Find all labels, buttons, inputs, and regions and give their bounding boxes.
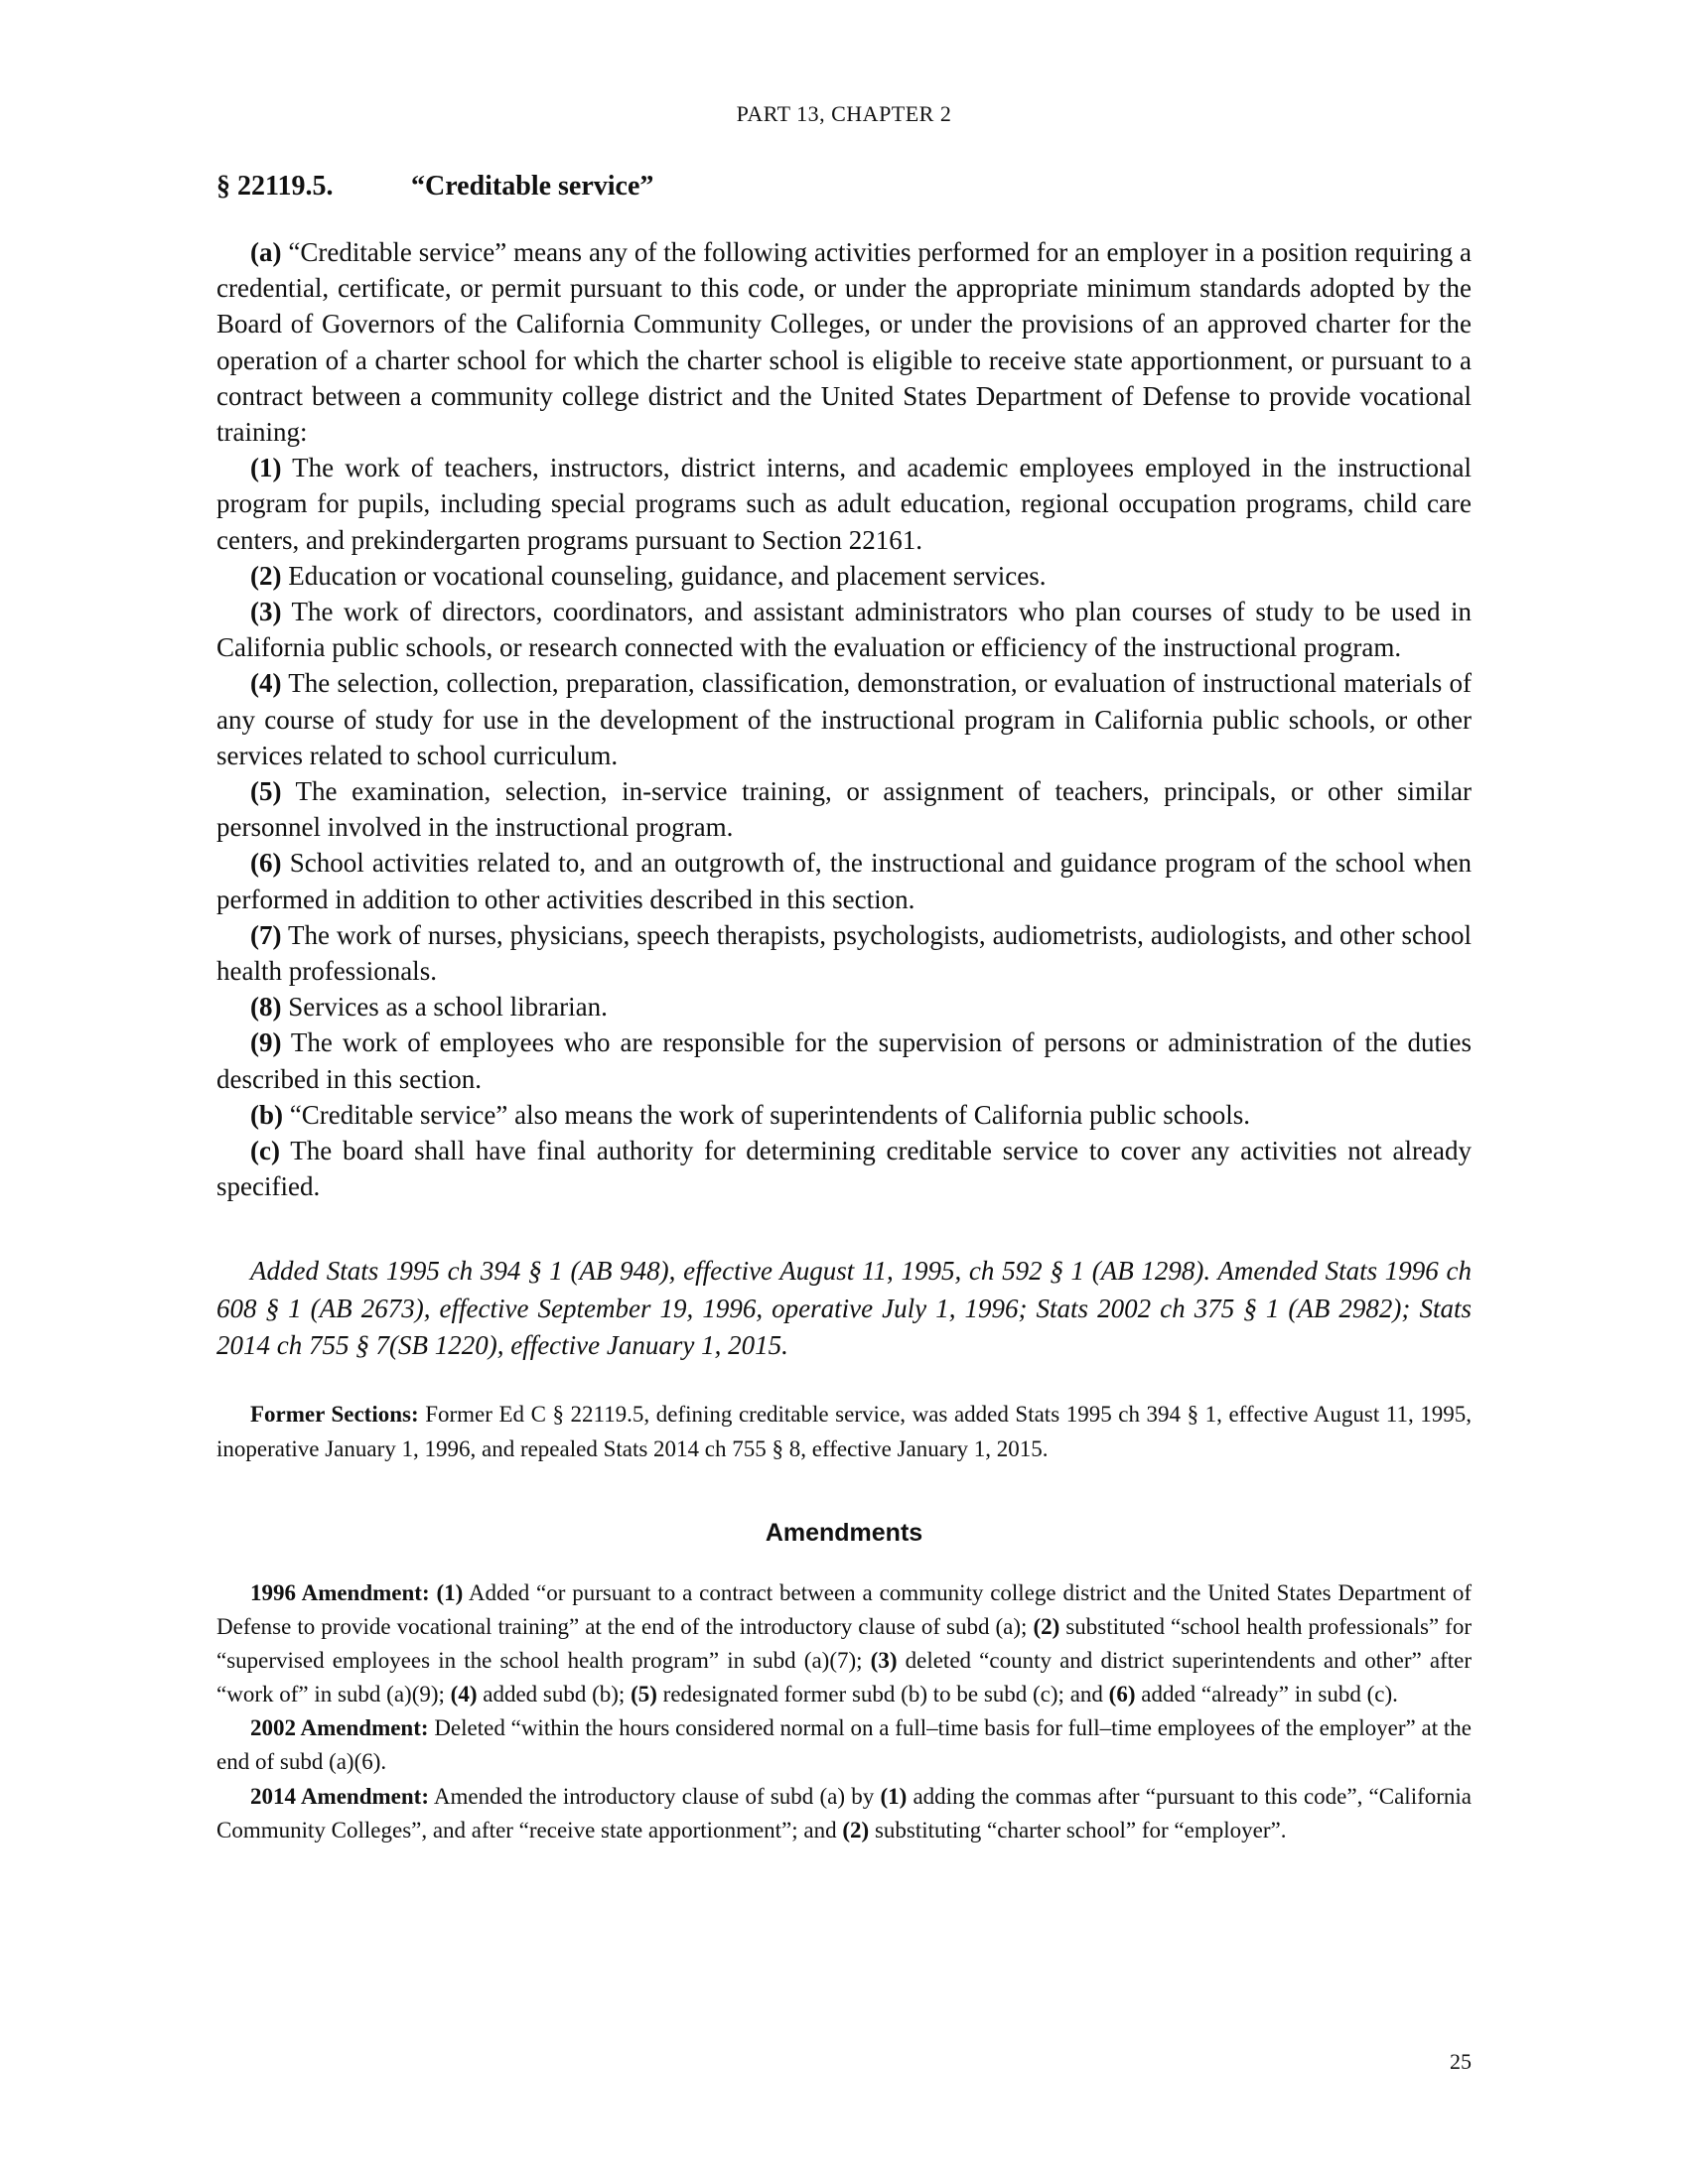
subdivision-label: (b) <box>250 1099 283 1130</box>
amendment-label: 1996 Amendment: <box>250 1580 430 1605</box>
subdivision-label: (a) <box>250 237 282 267</box>
item-number: (3) <box>870 1648 898 1674</box>
paragraph-text: The work of directors, coordinators, and assistant administrators who plan courses of study to be used in California public schools, or research connected with the evaluation or efficiency of the instructional program. <box>216 597 1472 663</box>
paragraph-label: (3) <box>250 597 282 627</box>
paragraph-label: (6) <box>250 848 282 879</box>
item-number: (2) <box>1033 1614 1060 1640</box>
amendment-label: 2002 Amendment: <box>250 1715 429 1741</box>
amendment-2002 <box>216 1711 1472 1779</box>
paragraph-text: The selection, collection, preparation, classification, demonstration, or evaluation of instructional materials of any course of study for use in the development of the instructional program in California public schools, or other services related to school curriculum. <box>216 668 1472 770</box>
amendment-text: Deleted “within the hours considered normal on a full–time basis for full–time employees of the employer” at the end of subd (a)(6). <box>216 1715 1472 1775</box>
subdivision-text: “Creditable service” means any of the following activities performed for an employer in a position requiring a credential, certificate, or permit pursuant to this code, or under the appropriate minimum standards adopted by the Board of Governors of the California Community Colleges, or under the provisions of an approved charter for the operation of a charter school for which the charter school is eligible to receive state apportionment, or pursuant to a contract between a community college district and the United States Department of Defense to provide vocational training: <box>216 237 1472 448</box>
paragraph-label: (4) <box>250 668 282 699</box>
history-note: Added Stats 1995 ch 394 § 1 (AB 948), effective August 11, 1995, ch 592 § 1 (AB 1298). Amended Stats 1996 ch 608 § 1 (AB 2673), effective September 19, 1996, operative July 1, 1996; Stats 2002 ch 375 § 1 (AB 2982); Stats 2014 ch 755 § 7(SB 1220), effective January 1, 2015. <box>216 1256 1472 1361</box>
section-number: § 22119.5. <box>216 171 334 202</box>
paragraph-label: (8) <box>250 992 282 1023</box>
paragraph-text: School activities related to, and an outgrowth of, the instructional and guidance program of the school when performed in addition to other activities described in this section. <box>216 848 1472 914</box>
paragraph-a2 <box>216 558 1472 594</box>
paragraph-text: The work of teachers, instructors, district interns, and academic employees employed in the instructional program for pupils, including special programs such as adult education, regional occupation programs, child care centers, and prekindergarten programs pursuant to Section 22161. <box>216 453 1472 555</box>
paragraph-label: (9) <box>250 1027 282 1058</box>
paragraph-a9 <box>216 1024 1472 1096</box>
amendment-text: substituted “school health professionals” for “supervised employees in the school health program” in subd (a)(7); <box>216 1614 1472 1674</box>
paragraph-a7 <box>216 917 1472 989</box>
item-number: (1) <box>880 1783 908 1809</box>
paragraph-text: The examination, selection, in-service training, or assignment of teachers, principals, or other similar personnel involved in the instructional program. <box>216 776 1472 843</box>
amendments-body <box>216 1576 1472 1847</box>
section-title: “Creditable service” <box>411 171 654 202</box>
paragraph-label: (1) <box>250 453 282 483</box>
paragraph-a6 <box>216 845 1472 916</box>
amendment-text: substituting “charter school” for “employer”. <box>869 1817 1287 1843</box>
paragraph-a1 <box>216 450 1472 558</box>
item-number: (4) <box>450 1682 478 1707</box>
page-number: 25 <box>1450 2049 1472 2074</box>
statute-body <box>216 234 1472 1204</box>
amendment-2014 <box>216 1780 1472 1847</box>
subdivision-b <box>216 1097 1472 1133</box>
item-number: (5) <box>631 1682 657 1707</box>
paragraph-text: The work of employees who are responsible for the supervision of persons or administration of the duties described in this section. <box>216 1027 1472 1094</box>
subdivision-text: “Creditable service” also means the work of superintendents of California public schools. <box>283 1099 1250 1130</box>
paragraph-text: Education or vocational counseling, guidance, and placement services. <box>281 560 1047 591</box>
subdivision-c <box>216 1133 1472 1204</box>
paragraph-text: Services as a school librarian. <box>281 992 608 1023</box>
amendment-label: 2014 Amendment: <box>250 1783 429 1809</box>
item-number: (1) <box>436 1580 464 1605</box>
former-sections-label: Former Sections: <box>250 1402 419 1427</box>
amendments-heading: Amendments <box>765 1519 923 1547</box>
paragraph-label: (7) <box>250 919 282 950</box>
subdivision-label: (c) <box>250 1136 280 1166</box>
amendment-1996 <box>216 1576 1472 1711</box>
running-head: PART 13, CHAPTER 2 <box>736 101 952 126</box>
paragraph-label: (5) <box>250 776 282 807</box>
paragraph-a8 <box>216 989 1472 1024</box>
subdivision-text: The board shall have final authority for determining creditable service to cover any activities not already specified. <box>216 1136 1472 1202</box>
document-page <box>216 0 1472 2184</box>
paragraph-label: (2) <box>250 560 282 591</box>
former-sections-note <box>216 1398 1472 1466</box>
amendment-text: added “already” in subd (c). <box>1135 1682 1398 1707</box>
paragraph-a3 <box>216 594 1472 665</box>
paragraph-a4 <box>216 665 1472 773</box>
amendment-text: redesignated former subd (b) to be subd (c); and <box>656 1682 1109 1707</box>
paragraph-a5 <box>216 773 1472 845</box>
amendment-text: Added “or pursuant to a contract between a community college district and the United States Department of Defense to provide vocational training” at the end of the introductory clause of subd (a); <box>216 1580 1473 1640</box>
amendment-text: Amended the introductory clause of subd (a) by <box>428 1783 881 1809</box>
amendment-text: adding the commas after “pursuant to this code”, “California Community Colleges”, and after “receive state apportionment”; and <box>216 1783 1472 1843</box>
item-number: (2) <box>842 1817 870 1843</box>
section-heading <box>216 171 653 203</box>
item-number: (6) <box>1108 1682 1136 1707</box>
paragraph-text: The work of nurses, physicians, speech therapists, psychologists, audiometrists, audiologists, and other school health professionals. <box>216 919 1472 987</box>
former-sections-text: Former Ed C § 22119.5, defining creditable service, was added Stats 1995 ch 394 § 1, effective August 11, 1995, inoperative January 1, 1996, and repealed Stats 2014 ch 755 § 8, effective January 1, 2015. <box>216 1402 1472 1461</box>
subdivision-a <box>216 234 1472 450</box>
amendment-text: deleted “county and district superintendents and other” after “work of” in subd (a)(9); <box>216 1648 1472 1707</box>
amendment-text: added subd (b); <box>477 1682 632 1707</box>
